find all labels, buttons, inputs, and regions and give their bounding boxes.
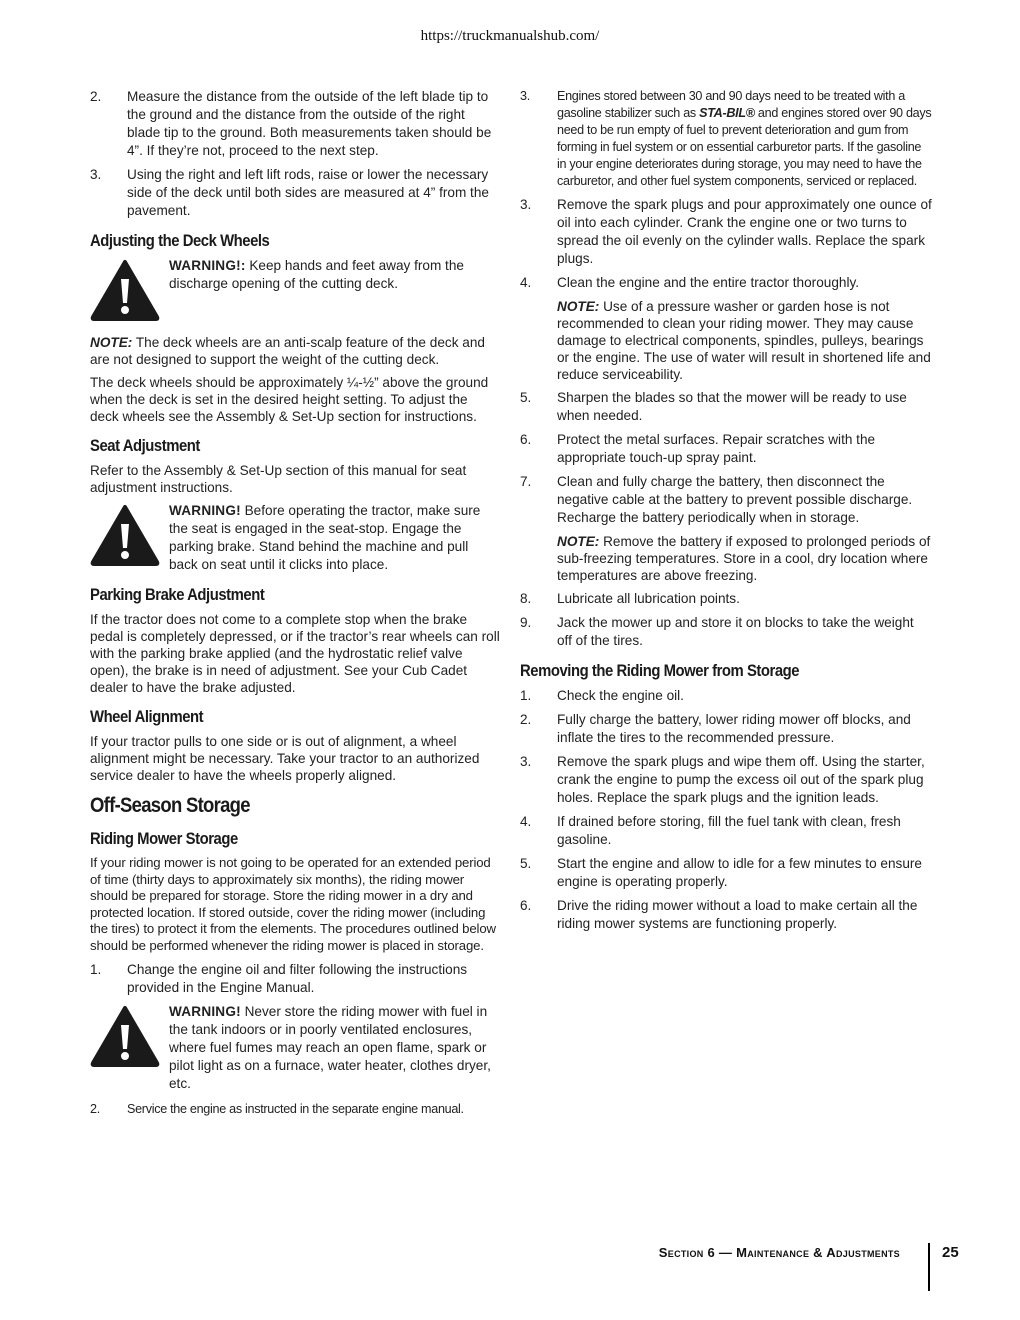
note-text: The deck wheels are an anti-scalp feature of the deck and are not designed to support the weight of the cutting deck.: [90, 335, 485, 367]
list-item: [90, 961, 500, 997]
heading-off-season-storage: Off-Season Storage: [90, 794, 250, 817]
note-paragraph: [557, 533, 932, 584]
brand-name: STA-BIL®: [699, 106, 755, 120]
list-item: [520, 711, 932, 747]
list-item: [90, 88, 500, 160]
list-item: [520, 687, 932, 705]
body-paragraph: If your riding mower is not going to be operated for an extended period of time (thirty days to approximately six months), the riding mower should be prepared for storage. Store the riding mower in a dry and protected location. If stored outside, cover the riding mower (including the tires) to protect it from the elements. The procedures outlined below should be performed whenever the riding mower is placed in storage.: [90, 855, 496, 953]
item-number: 4.: [520, 275, 532, 290]
warning-text: Keep hands and feet away from the discharge opening of the cutting deck.: [169, 258, 464, 291]
list-item: [520, 590, 932, 608]
heading-seat-adjustment: Seat Adjustment: [90, 437, 200, 455]
warning-box: [90, 502, 500, 574]
item-number: 6.: [520, 898, 532, 913]
item-text: If drained before storing, fill the fuel tank with clean, fresh gasoline.: [557, 814, 901, 847]
list-item: [520, 897, 932, 933]
source-url[interactable]: https://truckmanualshub.com/: [420, 28, 600, 44]
footer-divider: [928, 1243, 930, 1291]
warning-triangle-icon: [90, 502, 169, 574]
note-paragraph: [90, 334, 500, 368]
list-item: [520, 473, 932, 527]
warning-label: WARNING!: [169, 503, 241, 518]
note-label: NOTE:: [557, 299, 600, 314]
item-text: Clean and fully charge the battery, then disconnect the negative cable at the battery to prevent possible discharge. Recharge the battery periodically when in storage.: [557, 474, 913, 525]
list-item: [520, 855, 932, 891]
item-number: 5.: [520, 856, 532, 871]
item-number: 5.: [520, 390, 532, 405]
warning-box: [90, 257, 500, 326]
note-text: Remove the battery if exposed to prolonged periods of sub-freezing temperatures. Store in a cool, dry location where temperatures are above freezing.: [557, 534, 931, 583]
note-label: NOTE:: [557, 534, 600, 549]
item-text: Using the right and left lift rods, raise or lower the necessary side of the deck until both sides are measured at 4” from the pavement.: [127, 167, 489, 218]
item-number: 8.: [520, 591, 532, 606]
item-number: 2.: [90, 1101, 100, 1116]
item-text: Fully charge the battery, lower riding mower off blocks, and inflate the tires to the recommended pressure.: [557, 712, 911, 745]
right-column: [520, 88, 932, 939]
list-item: [520, 614, 932, 650]
left-column: [90, 88, 500, 1124]
note-paragraph: [557, 298, 932, 383]
warning-triangle-icon: [90, 1003, 169, 1093]
note-text: Use of a pressure washer or garden hose is not recommended to clean your riding mower. They may cause damage to electrical components, spindles, pulleys, bearings or the engine. The use of water will result in shortened life and reduce serviceability.: [557, 299, 931, 382]
item-number: 7.: [520, 474, 532, 489]
item-number: 1.: [90, 961, 102, 977]
item-number: 1.: [520, 688, 532, 703]
item-text: Check the engine oil.: [557, 688, 684, 703]
item-number: 4.: [520, 814, 532, 829]
warning-text: Before operating the tractor, make sure the seat is engaged in the seat-stop. Engage the parking brake. Stand behind the machine and pull back on seat until it clicks into place.: [169, 503, 481, 572]
item-number: 9.: [520, 615, 532, 630]
body-paragraph: If the tractor does not come to a complete stop when the brake pedal is completely depressed, or if the tractor’s rear wheels can roll with the parking brake applied (and the hydrostatic relief valve open), the brake is in need of adjustment. See your Cub Cadet dealer to have the brake adjusted.: [90, 612, 500, 695]
list-item: [520, 88, 932, 190]
warning-label: WARNING!:: [169, 258, 246, 273]
section-footer: [560, 1245, 900, 1260]
list-item: [520, 196, 932, 268]
item-number: 6.: [520, 432, 532, 447]
page-number: 25: [942, 1244, 959, 1261]
body-paragraph: Refer to the Assembly & Set-Up section of this manual for seat adjustment instructions.: [90, 463, 467, 495]
item-number: 3.: [520, 89, 530, 103]
note-label: NOTE:: [90, 335, 133, 350]
item-number: 3.: [90, 167, 102, 182]
item-text: Jack the mower up and store it on blocks to take the weight off of the tires.: [557, 615, 914, 648]
list-item: [90, 1101, 500, 1118]
warning-text: Never store the riding mower with fuel in the tank indoors or in poorly ventilated enclosures, where fuel fumes may reach an open flame, spark or pilot light as on a furnace, water heater, clothes dryer, etc.: [169, 1003, 491, 1091]
item-text: Lubricate all lubrication points.: [557, 591, 740, 606]
item-text: Remove the spark plugs and pour approximately one ounce of oil into each cylinder. Crank the engine one or two turns to spread the oil evenly on the cylinder walls. Replace the spark plugs.: [557, 197, 932, 266]
list-item: [520, 813, 932, 849]
item-text: Drive the riding mower without a load to make certain all the riding mower systems are functioning properly.: [557, 898, 918, 931]
item-text: Measure the distance from the outside of the left blade tip to the ground and the distance from the outside of the right blade tip to the ground. Both measurements taken should be 4”. If they’re not, proceed to the next step.: [127, 89, 492, 158]
body-paragraph: If your tractor pulls to one side or is out of alignment, a wheel alignment might be necessary. Take your tractor to an authorized service dealer to have the wheels properly aligned.: [90, 734, 480, 783]
item-text: Change the engine oil and filter following the instructions provided in the Engine Manual.: [127, 961, 468, 995]
warning-triangle-icon: [90, 257, 169, 326]
section-title: Section 6 — Maintenance & Adjustments: [658, 1245, 900, 1260]
item-text: Sharpen the blades so that the mower will be ready to use when needed.: [557, 390, 907, 423]
item-number: 2.: [90, 89, 102, 104]
list-item: [520, 274, 932, 292]
item-text-part: and engines stored over 90 days need to be run empty of fuel to prevent deterioration and gum from forming in fuel system or on essential carburetor parts. If the gasoline in your engine deteriorates during storage, you may need to have the carburetor, and other fuel system components, serviced or replaced.: [557, 106, 932, 188]
item-number: 3.: [520, 197, 532, 212]
heading-removing-from-storage: Removing the Riding Mower from Storage: [520, 662, 800, 680]
item-text-part: Engines stored between 30 and 90 days need to be treated with a gasoline stabilizer such as: [557, 89, 905, 120]
item-text: Start the engine and allow to idle for a few minutes to ensure engine is operating properly.: [557, 856, 922, 889]
heading-parking-brake: Parking Brake Adjustment: [90, 586, 265, 604]
list-item: [520, 753, 932, 807]
item-text: Clean the engine and the entire tractor thoroughly.: [557, 275, 860, 290]
item-text: Protect the metal surfaces. Repair scratches with the appropriate touch-up spray paint.: [557, 432, 876, 465]
item-text: [557, 88, 932, 190]
heading-wheel-alignment: Wheel Alignment: [90, 708, 204, 726]
body-paragraph: The deck wheels should be approximately ¼-½” above the ground when the deck is set in the desired height setting. To adjust the deck wheels see the Assembly & Set-Up section for instructions.: [90, 375, 489, 424]
list-item: [520, 389, 932, 425]
heading-deck-wheels: Adjusting the Deck Wheels: [90, 232, 270, 250]
list-item: [520, 431, 932, 467]
item-text: Remove the spark plugs and wipe them off. Using the starter, crank the engine to pump the excess oil out of the spark plug holes. Replace the spark plugs and the ignition leads.: [557, 754, 925, 805]
item-number: 2.: [520, 712, 532, 727]
item-number: 3.: [520, 754, 532, 769]
list-item: [90, 166, 500, 220]
warning-label: WARNING!: [169, 1003, 241, 1019]
heading-riding-mower-storage: Riding Mower Storage: [90, 830, 238, 848]
warning-box: [90, 1003, 500, 1093]
item-text: Service the engine as instructed in the separate engine manual.: [127, 1101, 464, 1116]
